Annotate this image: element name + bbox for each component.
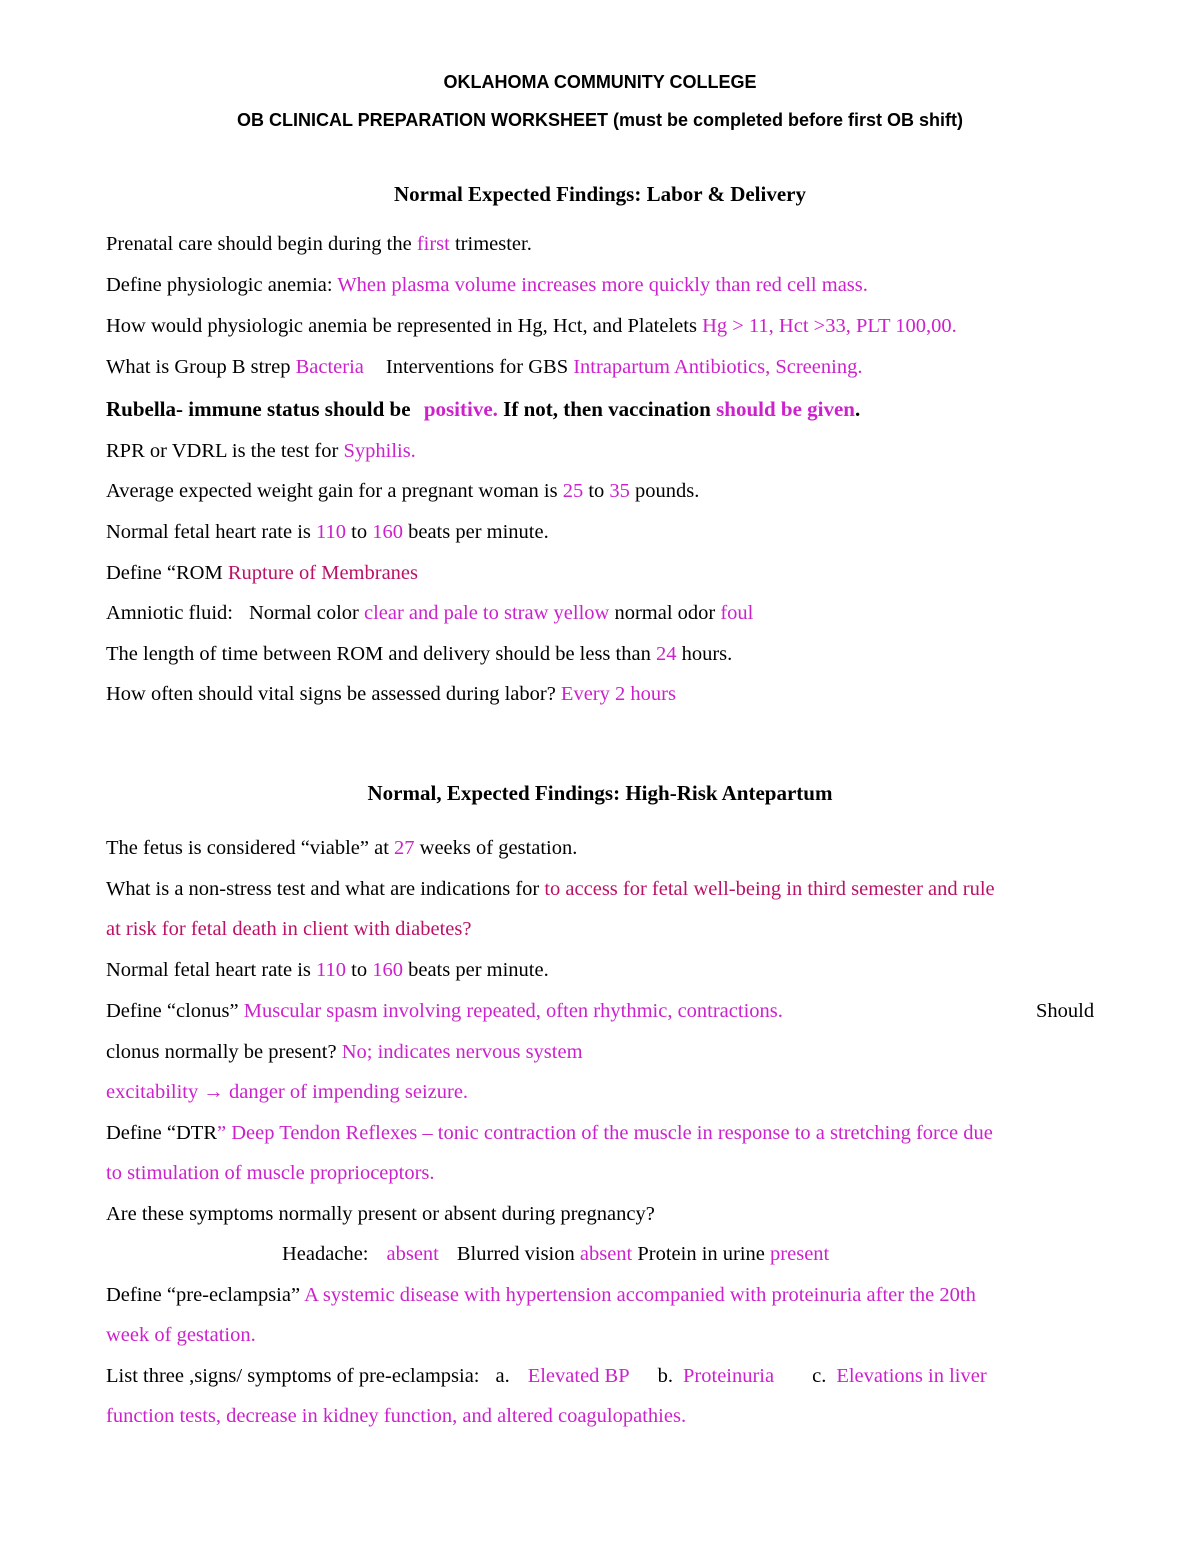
line-rom [106,562,418,585]
question-text: Amniotic fluid: [106,602,233,624]
answer-text: Deep Tendon Reflexes – tonic contraction of the muscle in response to a stretching force due [226,1122,993,1144]
list-marker: a. [495,1365,510,1387]
line-viability [106,837,577,860]
answer-text: Rupture of Membranes [227,562,418,584]
line-rubella [106,397,860,422]
question-text: Define “DTR [106,1122,217,1144]
answer-text: 160 [372,959,403,981]
line-preeclampsia [106,1284,976,1307]
question-text: The fetus is considered “viable” at [106,837,395,859]
answer-text: When plasma volume increases more quickly than red cell mass. [337,274,868,296]
question-text: How often should vital signs be assessed during labor? [106,683,561,705]
line-non-stress-test [106,878,995,901]
answer-text: foul [720,602,754,624]
answer-text: A systemic disease with hypertension accompanied with proteinuria after the 20th [304,1284,976,1306]
question-text: to [346,521,373,543]
answer-text: Elevated BP [527,1365,630,1387]
line-preeclampsia-signs-cont: function tests, decrease in kidney function, and altered coagulopathies. [106,1405,687,1427]
line-dtr-cont: to stimulation of muscle proprioceptors. [106,1162,435,1184]
answer-text: absent [579,1243,633,1265]
answer-text: Proteinuria [683,1365,775,1387]
question-text: Protein in urine [632,1243,771,1265]
line-amniotic-fluid [106,602,753,625]
question-text: Normal fetal heart rate is [106,521,317,543]
question-text: Headache: [282,1243,369,1265]
question-text: The length of time between ROM and delivery should be less than [106,643,656,665]
answer-text: Hg > 11, Hct >33, PLT 100,00. [702,315,957,337]
answer-text: No; indicates nervous system [341,1041,583,1063]
college-title: OKLAHOMA COMMUNITY COLLEGE [443,72,757,92]
question-text: Define “ROM [106,562,228,584]
line-non-stress-test-cont: at risk for fetal death in client with diabetes? [106,918,472,940]
line-symptoms-answers [282,1243,829,1266]
answer-text: positive. [423,397,498,421]
answer-text: Every 2 hours [560,683,676,705]
question-text: to [583,480,610,502]
list-marker: b. [657,1365,674,1387]
line-prenatal-care [106,233,532,256]
answer-text: Intrapartum Antibiotics, Screening. [573,356,863,378]
answer-text: 35 [609,480,630,502]
list-marker: c. [812,1365,827,1387]
answer-text: Muscular spasm involving repeated, often rhythmic, contractions. [243,1000,783,1022]
answer-text: 24 [655,643,677,665]
line-preeclampsia-signs [106,1365,987,1388]
answer-text: 110 [316,521,347,543]
question-text: beats per minute. [402,959,549,981]
worksheet-title: OB CLINICAL PREPARATION WORKSHEET (must be completed before first OB shift) [236,110,964,130]
question-text: Interventions for GBS [385,356,574,378]
question-text: hours. [676,643,733,665]
line-rpr-vdrl [106,440,416,463]
answer-text: should be given [716,397,855,421]
answer-text: absent [386,1243,439,1265]
question-text: What is Group B strep [106,356,296,378]
question-text: Define “clonus” [106,1000,244,1022]
question-text: clonus normally be present? [106,1041,342,1063]
question-text: What is a non-stress test and what are indications for [106,878,545,900]
question-text: How would physiologic anemia be represented in Hg, Hct, and Platelets [106,315,703,337]
line-clonus-should: Should [1036,1000,1095,1022]
line-fetal-heart-rate-2 [106,959,549,982]
answer-text: 110 [316,959,347,981]
answer-text: first [416,233,450,255]
line-preeclampsia-cont: week of gestation. [106,1324,256,1346]
question-text: Rubella- immune status should be [106,397,416,421]
line-symptoms-question: Are these symptoms normally present or absent during pregnancy? [106,1203,655,1225]
question-text: List three ,signs/ symptoms of pre-eclampsia: [106,1365,480,1387]
line-dtr [106,1122,993,1145]
question-text: weeks of gestation. [414,837,578,859]
question-text: beats per minute. [402,521,549,543]
answer-text: Elevations in liver [836,1365,987,1387]
line-physiologic-anemia [106,274,868,297]
answer-text: present [770,1243,830,1265]
line-group-b-strep [106,356,862,379]
answer-text: clear and pale to straw yellow [363,602,610,624]
line-clonus [106,1000,783,1023]
question-text: Prenatal care should begin during the [106,233,417,255]
question-text: trimester. [449,233,532,255]
line-clonus-present [106,1041,583,1064]
question-text: pounds. [629,480,700,502]
line-vital-signs [106,683,676,706]
answer-text: 160 [372,521,403,543]
answer-text: 27 [394,837,415,859]
question-text: RPR or VDRL is the test for [106,440,344,462]
question-text: Normal fetal heart rate is [106,959,317,981]
answer-text: Syphilis. [343,440,416,462]
question-text: to [346,959,373,981]
line-clonus-answer-cont: excitability → danger of impending seizure. [106,1081,469,1103]
question-text: normal odor [609,602,721,624]
answer-text: to access for fetal well-being in third semester and rule [544,878,995,900]
answer-text: Bacteria [295,356,364,378]
question-text: Average expected weight gain for a pregnant woman is [106,480,563,502]
section-title-high-risk: Normal, Expected Findings: High-Risk Antepartum [367,781,833,805]
question-text: Define physiologic anemia: [106,274,338,296]
section-title-labor-delivery: Normal Expected Findings: Labor & Delivery [393,182,806,206]
question-text: Normal color [248,602,364,624]
question-text: Define “pre-eclampsia” [106,1284,305,1306]
line-rom-to-delivery [106,643,732,666]
question-text: If not, then vaccination [497,397,717,421]
question-text: . [854,397,861,421]
line-weight-gain [106,480,699,503]
question-text: Blurred vision [456,1243,580,1265]
line-fetal-heart-rate [106,521,549,544]
answer-text: ” [217,1122,227,1144]
line-anemia-labs [106,315,957,338]
answer-text: 25 [562,480,584,502]
